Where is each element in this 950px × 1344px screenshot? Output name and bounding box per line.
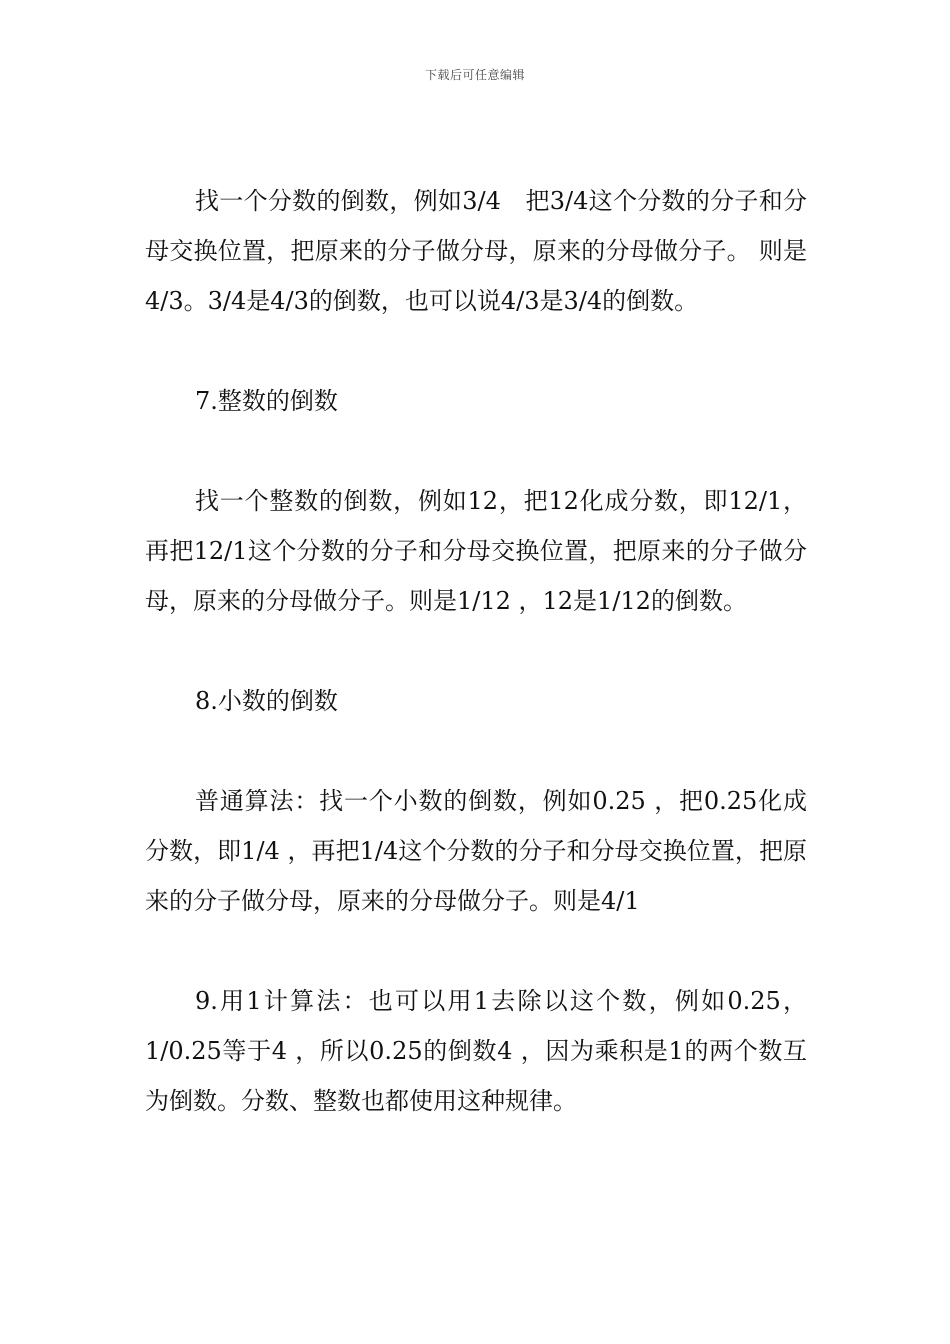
- paragraph-integer-reciprocal: 找一个整数的倒数，例如12，把12化成分数，即12/1，再把12/1这个分数的分子和分母交换位置，把原来的分子做分母，原来的分母做分子。则是1/12 ，12是1/12的倒数。: [145, 487, 807, 615]
- spacer: [145, 726, 807, 776]
- document-body: [145, 176, 807, 1126]
- heading-integer-reciprocal: 7.整数的倒数: [195, 387, 338, 415]
- page-header: 下载后可任意编辑: [424, 68, 525, 82]
- paragraph-decimal-reciprocal: 普通算法：找一个小数的倒数，例如0.25 ，把0.25化成分数，即1/4 ，再把1/4这个分数的分子和分母交换位置，把原来的分子做分母，原来的分母做分子。则是4/1: [145, 787, 807, 915]
- spacer: [145, 926, 807, 976]
- spacer: [145, 426, 807, 476]
- heading-decimal-reciprocal: 8.小数的倒数: [195, 687, 338, 715]
- spacer: [145, 326, 807, 376]
- spacer: [145, 626, 807, 676]
- paragraph-fraction-reciprocal: 找一个分数的倒数，例如3/4 把3/4这个分数的分子和分母交换位置，把原来的分子做分母，原来的分母做分子。 则是4/3。3/4是4/3的倒数，也可以说4/3是3/4的倒数。: [145, 187, 807, 315]
- paragraph-one-division-method: 9.用1计算法：也可以用1去除以这个数，例如0.25，1/0.25等于4 ，所以0.25的倒数4 ，因为乘积是1的两个数互为倒数。分数、整数也都使用这种规律。: [145, 987, 807, 1115]
